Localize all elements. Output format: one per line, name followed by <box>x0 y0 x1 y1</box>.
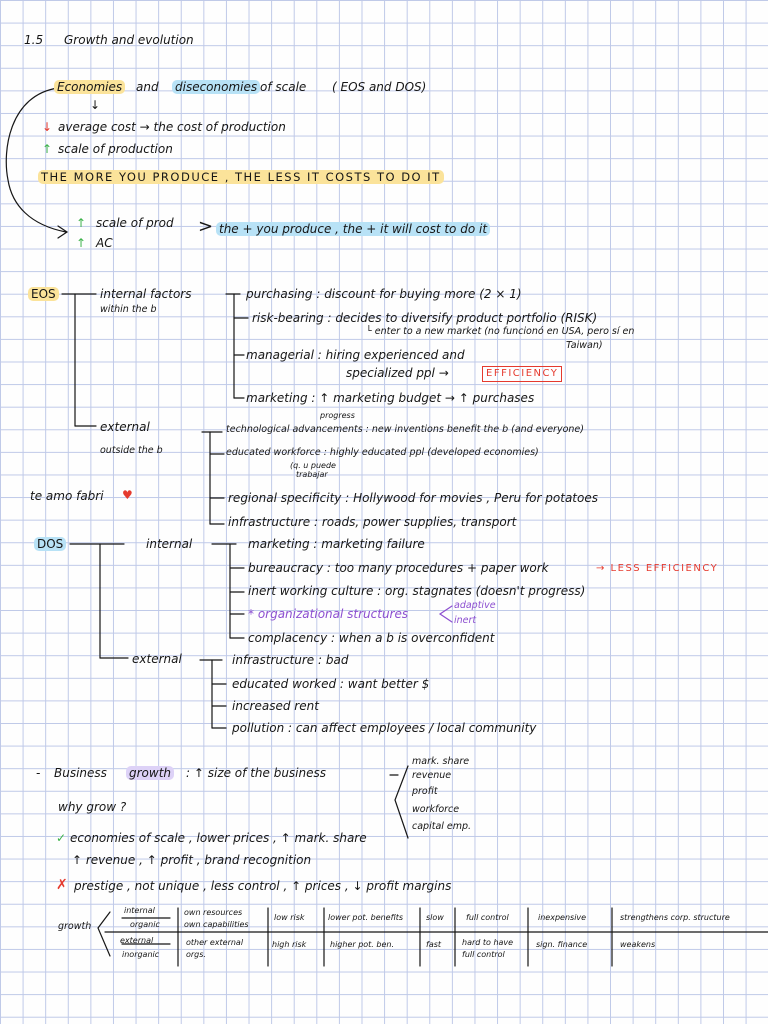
dos-ext-educated: educated worked : want better $ <box>232 677 430 691</box>
table-cell: weakens <box>620 940 656 949</box>
text-abbrev: ( EOS and DOS) <box>332 80 427 94</box>
table-cell: full control <box>462 950 505 959</box>
table-cell: sign. finance <box>536 940 588 949</box>
heart-icon: ♥ <box>122 488 133 502</box>
table-cell: lower pot. benefits <box>328 913 404 922</box>
dos-culture: inert working culture : org. stagnates (doesn't progress) <box>248 584 586 598</box>
dos-ext-rent: increased rent <box>232 699 319 713</box>
table-cell: fast <box>426 940 442 949</box>
text-of-scale: of scale <box>260 80 307 94</box>
table-inorganic: inorganic <box>122 950 160 959</box>
growth-pros-2: ↑ revenue , ↑ profit , brand recognition <box>72 853 312 867</box>
eos-risk-note-2: Taiwan) <box>566 340 603 351</box>
growth-word: growth <box>126 766 174 780</box>
conclusion-highlight: the + you produce , the + it will cost to do it <box>216 222 490 236</box>
eos-purchasing: purchasing : discount for buying more (2 × 1) <box>246 287 522 301</box>
growth-cons: prestige , not unique , less control , ↑ prices , ↓ profit margins <box>74 879 452 893</box>
eos-label: EOS <box>28 287 59 301</box>
eos-marketing: marketing : ↑ marketing budget → ↑ purchases <box>246 391 535 405</box>
growth-label: Business <box>54 766 107 780</box>
adaptive-label: adaptive <box>454 600 496 611</box>
table-growth-label: growth <box>58 921 92 932</box>
eos-external-title: external <box>100 420 150 434</box>
eos-risk-note: └ enter to a new market (no funcionó en USA, pero sí en <box>366 326 635 337</box>
growth-item: profit <box>412 786 438 797</box>
dos-label: DOS <box>34 537 66 551</box>
up-arrow-green: ↑ <box>76 216 87 230</box>
bracket-symbol: > <box>198 216 214 237</box>
table-cell: slow <box>426 913 444 922</box>
up-arrow-green: ↑ <box>42 142 53 156</box>
less-efficiency-label: → LESS EFFICIENCY <box>596 563 719 574</box>
check-icon: ✓ <box>56 831 67 845</box>
bullet: - <box>36 766 41 780</box>
dos-ext-pollution: pollution : can affect employees / local community <box>232 721 537 735</box>
inert-label: inert <box>454 615 477 626</box>
table-cell: other external <box>186 938 244 947</box>
progress-note: progress <box>320 411 355 420</box>
average-cost-note: average cost → the cost of production <box>58 120 286 134</box>
efficiency-label: EFFICIENCY <box>482 366 562 382</box>
growth-item: capital emp. <box>412 821 472 832</box>
table-external: external <box>120 936 154 945</box>
table-cell: orgs. <box>186 950 206 959</box>
table-cell: full control <box>466 913 509 922</box>
dos-complacency: complacency : when a b is overconfident <box>248 631 495 645</box>
table-organic: organic <box>130 920 160 929</box>
why-grow: why grow ? <box>58 800 127 814</box>
eos-technological: technological advancements : new inventions benefit the b (and everyone) <box>226 424 584 435</box>
eos-infrastructure: infrastructure : roads, power supplies, transport <box>228 515 517 529</box>
dos-org-structures: * organizational structures <box>248 607 409 621</box>
eos-internal-sub: within the b <box>100 304 157 315</box>
down-arrow: ↓ <box>90 98 101 112</box>
growth-definition: : ↑ size of the business <box>186 766 326 780</box>
scale-note: scale of production <box>58 142 173 156</box>
section-number: 1.5 <box>24 33 44 47</box>
table-cell: low risk <box>274 913 305 922</box>
term-diseconomies: diseconomies <box>172 80 260 94</box>
dos-external-title: external <box>132 652 182 666</box>
growth-pros: economies of scale , lower prices , ↑ mark. share <box>70 831 367 845</box>
cross-icon: ✗ <box>56 877 68 893</box>
table-cell: high risk <box>272 940 307 949</box>
eos-external-sub: outside the b <box>100 445 163 456</box>
aside-text: te amo fabri <box>30 489 104 503</box>
educated-note-2: trabajar <box>296 470 328 479</box>
table-cell: hard to have <box>462 938 514 947</box>
text-and: and <box>136 80 159 94</box>
growth-item: revenue <box>412 770 452 781</box>
growth-item: mark. share <box>412 756 470 767</box>
table-internal: internal <box>124 906 155 915</box>
table-cell: inexpensive <box>538 913 587 922</box>
average-cost-label: AC <box>96 236 113 250</box>
table-cell: strengthens corp. structure <box>620 913 730 922</box>
section-title: Growth and evolution <box>64 33 194 47</box>
dos-ext-infrastructure: infrastructure : bad <box>232 653 349 667</box>
eos-risk-bearing: risk-bearing : decides to diversify product portfolio (RISK) <box>252 311 598 325</box>
curved-arrow <box>6 88 66 232</box>
dos-bureaucracy: bureaucracy : too many procedures + paper work <box>248 561 549 575</box>
eos-internal-title: internal factors <box>100 287 192 301</box>
rule-highlight: THE MORE YOU PRODUCE , THE LESS IT COSTS TO DO IT <box>38 170 444 184</box>
down-arrow-red: ↓ <box>42 120 53 134</box>
dos-marketing: marketing : marketing failure <box>248 537 425 551</box>
table-cell: own resources <box>184 908 243 917</box>
eos-managerial: managerial : hiring experienced and <box>246 348 465 362</box>
table-cell: higher pot. ben. <box>330 940 395 949</box>
eos-managerial-2: specialized ppl → <box>346 366 449 380</box>
dos-internal-title: internal <box>146 537 193 551</box>
growth-item: workforce <box>412 804 460 815</box>
up-arrow-green: ↑ <box>76 236 87 250</box>
term-economies: Economies <box>54 80 125 94</box>
eos-educated: educated workforce : highly educated ppl (developed economies) <box>226 447 539 458</box>
eos-regional: regional specificity : Hollywood for movies , Peru for potatoes <box>228 491 598 505</box>
educated-note: (q. u puede <box>290 461 336 470</box>
scale-of-prod: scale of prod <box>96 216 174 230</box>
table-cell: own capabilities <box>184 920 249 929</box>
